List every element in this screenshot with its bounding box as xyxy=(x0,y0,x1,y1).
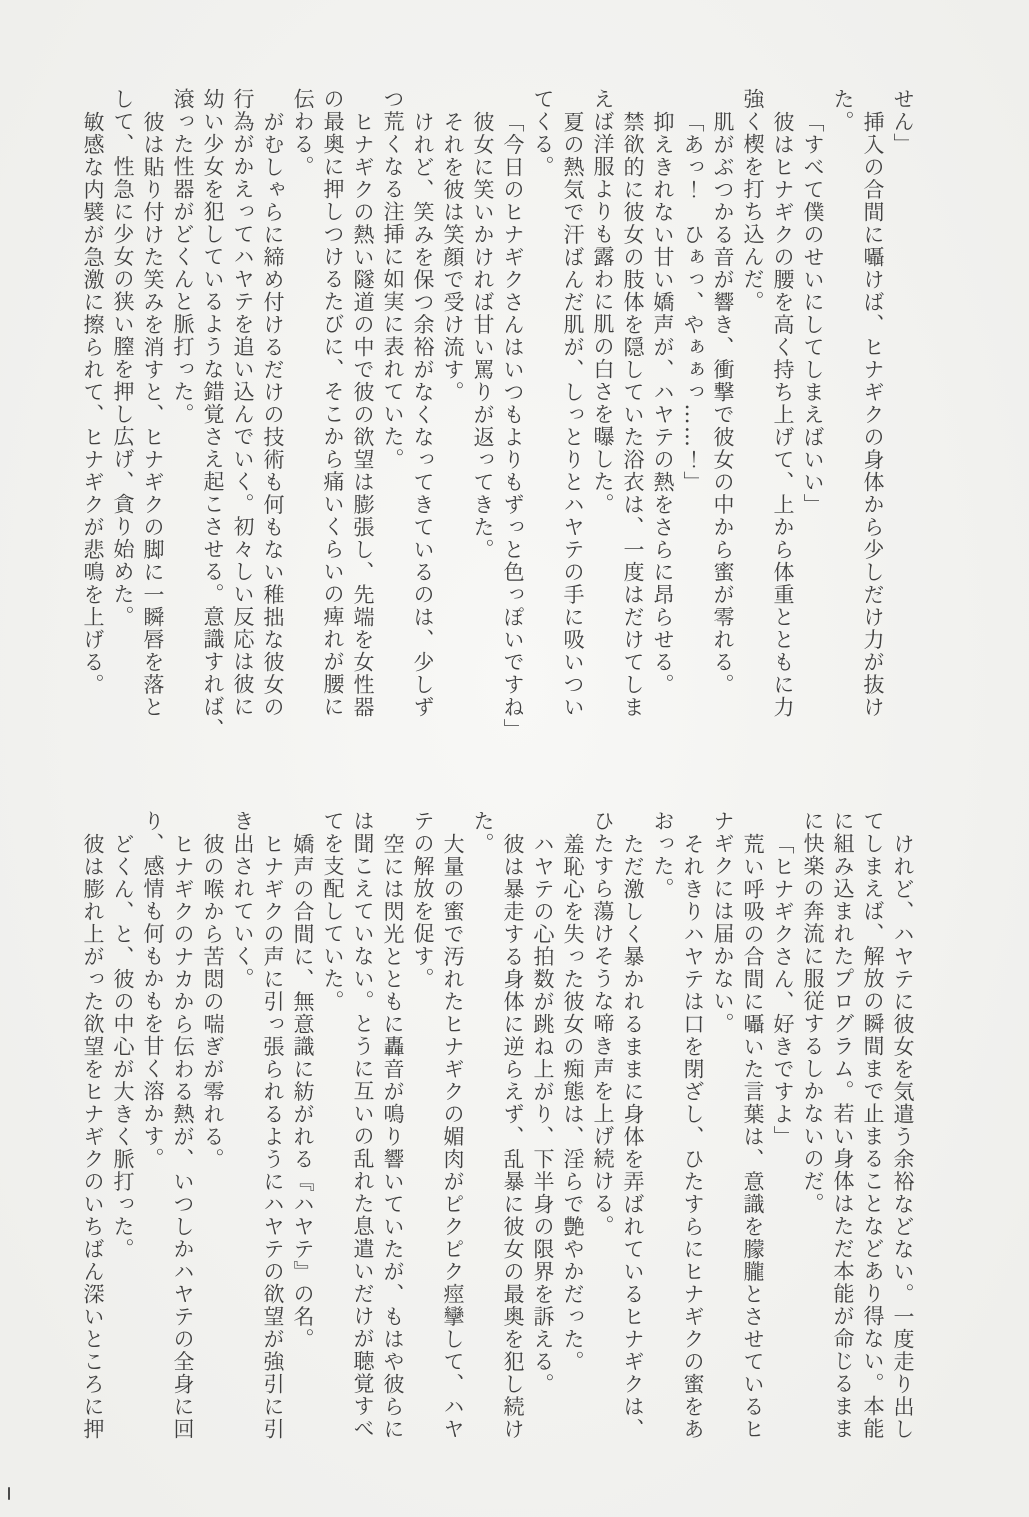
text-column: 彼は膨れ上がった欲望をヒナギクのいちばん深いところに押 xyxy=(81,832,105,1440)
text-column: けれど、ハヤテに彼女を気遣う余裕などない。一度走り出し xyxy=(891,832,915,1440)
text-column: 羞恥心を失った彼女の痴態は、淫らで艶やかだった。 xyxy=(561,832,585,1373)
text-column: た。 xyxy=(831,88,855,133)
top-text-block xyxy=(78,88,918,741)
text-column: てくる。 xyxy=(531,88,555,178)
text-column: 彼女に笑いかければ甘い罵りが返ってきた。 xyxy=(471,110,495,561)
text-column: 大量の蜜で汚れたヒナギクの媚肉がピクピク痙攣して、ハヤ xyxy=(441,832,465,1440)
text-column: テの解放を促す。 xyxy=(411,810,435,990)
text-column: 「今日のヒナギクさんはいつもよりもずっと色っぽいですね」 xyxy=(501,110,525,741)
text-column: 幼い少女を犯しているような錯覚さえ起こさせる。意識すれば、 xyxy=(201,88,225,741)
text-column: 空には閃光とともに轟音が鳴り響いていたが、もはや彼らに xyxy=(381,832,405,1440)
text-column: 荒い呼吸の合間に囁いた言葉は、意識を朦朧とさせているヒ xyxy=(741,832,765,1440)
text-column: に組み込まれたプログラム。若い身体はただ本能が命じるまま xyxy=(831,810,855,1440)
text-column: けれど、笑みを保つ余裕がなくなってきているのは、少しず xyxy=(411,110,435,718)
text-column: 嬌声の合間に、無意識に紡がれる『ハヤテ』の名。 xyxy=(291,832,315,1350)
scan-artifact-mark xyxy=(8,1487,10,1500)
text-column: 彼はヒナギクの腰を高く持ち上げて、上から体重とともに力 xyxy=(771,110,795,718)
text-column: ヒナギクの熱い隧道の中で彼の欲望は膨張し、先端を女性器 xyxy=(351,110,375,718)
text-column: 行為がかえってハヤテを追い込んでいく。初々しい反応は彼に xyxy=(231,88,255,718)
text-column: り、感情も何もかもを甘く溶かす。 xyxy=(141,810,165,1170)
text-column: てを支配していた。 xyxy=(321,810,345,1013)
text-column: てしまえば、解放の瞬間まで止まることなどあり得ない。本能 xyxy=(861,810,885,1440)
text-column: 挿入の合間に囁けば、ヒナギクの身体から少しだけ力が抜け xyxy=(861,110,885,718)
text-column: つ荒くなる注挿に如実に表れていた。 xyxy=(381,88,405,471)
text-column: ナギクには届かない。 xyxy=(711,810,735,1035)
text-column: おった。 xyxy=(651,810,675,900)
text-column: 敏感な内襞が急激に擦られて、ヒナギクが悲鳴を上げる。 xyxy=(81,110,105,696)
text-column: に快楽の奔流に服従するしかないのだ。 xyxy=(801,810,825,1215)
text-column: ただ激しく暴かれるままに身体を弄ばれているヒナギクは、 xyxy=(621,832,645,1440)
text-column: ハヤテの心拍数が跳ね上がり、下半身の限界を訴える。 xyxy=(531,832,555,1395)
text-column: どくん、と、彼の中心が大きく脈打った。 xyxy=(111,832,135,1260)
text-column: ひたすら蕩けそうな啼き声を上げ続ける。 xyxy=(591,810,615,1238)
text-column: それを彼は笑顔で受け流す。 xyxy=(441,110,465,403)
text-column: 伝わる。 xyxy=(291,88,315,178)
text-column: 抑えきれない甘い嬌声が、ハヤテの熱をさらに昂らせる。 xyxy=(651,110,675,696)
bottom-text-block xyxy=(78,810,918,1454)
text-column: 禁欲的に彼女の肢体を隠していた浴衣は、一度はだけてしま xyxy=(621,110,645,718)
text-column: 肌がぶつかる音が響き、衝撃で彼女の中から蜜が零れる。 xyxy=(711,110,735,696)
text-column: た。 xyxy=(471,810,495,855)
text-column: は聞こえていない。とうに互いの乱れた息遣いだけが聴覚すべ xyxy=(351,810,375,1440)
text-column: ヒナギクの声に引っ張られるようにハヤテの欲望が強引に引 xyxy=(261,832,285,1440)
text-column: 彼の喉から苦悶の喘ぎが零れる。 xyxy=(201,832,225,1170)
text-column: 彼は暴走する身体に逆らえず、乱暴に彼女の最奥を犯し続け xyxy=(501,832,525,1440)
text-column: 「あっ！ ひぁっ、やぁぁっ……！」 xyxy=(681,110,705,493)
text-column: ヒナギクのナカから伝わる熱が、いつしかハヤテの全身に回 xyxy=(171,832,195,1440)
text-column: がむしゃらに締め付けるだけの技術も何もない稚拙な彼女の xyxy=(261,110,285,718)
text-column: の最奥に押しつけるたびに、そこから痛いくらいの痺れが腰に xyxy=(321,88,345,718)
text-column: 夏の熱気で汗ばんだ肌が、しっとりとハヤテの手に吸いつい xyxy=(561,110,585,718)
text-column: 「ヒナギクさん、好きですよ」 xyxy=(771,832,795,1148)
text-column: えば洋服よりも露わに肌の白さを曝した。 xyxy=(591,88,615,516)
text-column: き出されていく。 xyxy=(231,810,255,990)
text-column: せん」 xyxy=(891,88,915,156)
text-column: して、性急に少女の狭い膣を押し広げ、貪り始めた。 xyxy=(111,88,135,628)
text-column: 強く楔を打ち込んだ。 xyxy=(741,88,765,313)
text-column: 彼は貼り付けた笑みを消すと、ヒナギクの脚に一瞬唇を落と xyxy=(141,110,165,718)
text-column: 滾った性器がどくんと脈打った。 xyxy=(171,88,195,426)
text-column: 「すべて僕のせいにしてしまえばいい」 xyxy=(801,110,825,516)
text-column: それきりハヤテは口を閉ざし、ひたすらにヒナギクの蜜をあ xyxy=(681,832,705,1440)
